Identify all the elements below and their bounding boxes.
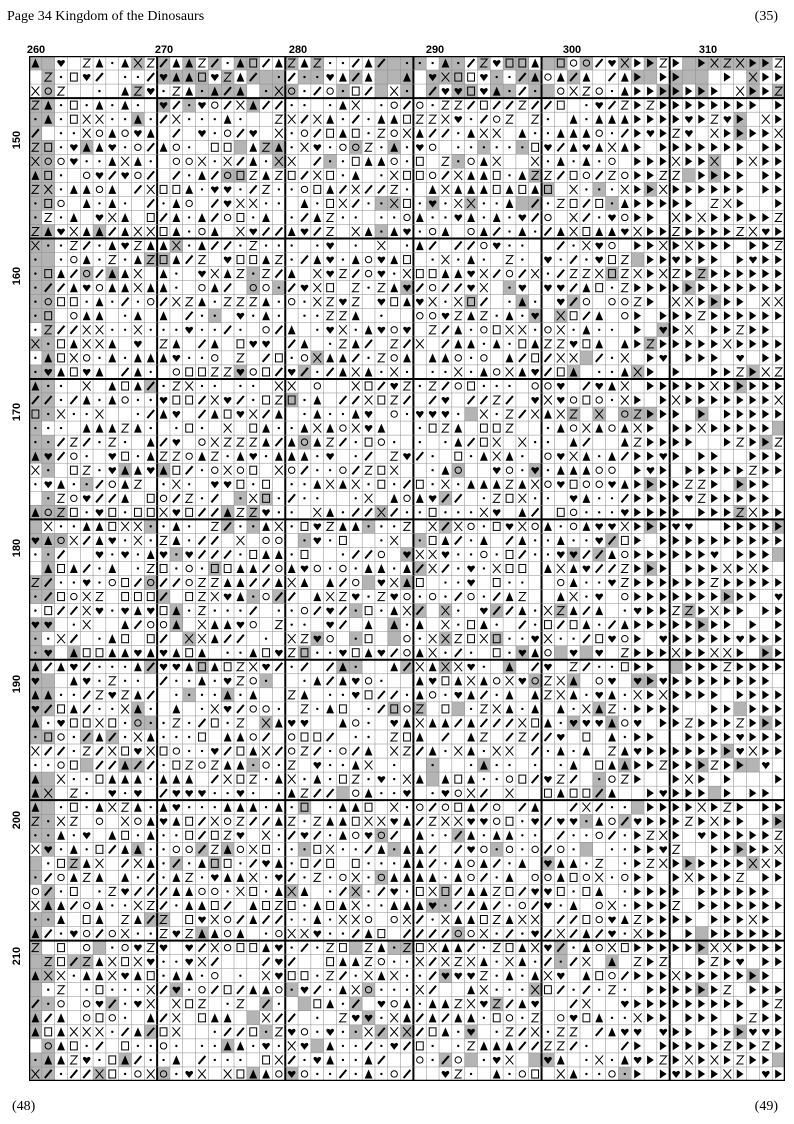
cross-stitch-pattern-grid	[29, 56, 785, 1081]
row-label-160: 160	[11, 266, 23, 286]
column-label-260: 260	[26, 44, 46, 56]
column-label-270: 270	[154, 44, 174, 56]
row-label-190: 190	[11, 674, 23, 694]
column-label-300: 300	[562, 44, 582, 56]
row-label-180: 180	[11, 538, 23, 558]
page-footer-left: (48)	[12, 1099, 36, 1114]
column-label-280: 280	[288, 44, 308, 56]
column-label-290: 290	[425, 44, 445, 56]
column-label-310: 310	[698, 44, 718, 56]
row-label-210: 210	[11, 946, 23, 966]
page-footer-right: (49)	[754, 1099, 778, 1114]
row-label-170: 170	[11, 402, 23, 422]
row-label-200: 200	[11, 810, 23, 830]
row-label-150: 150	[11, 130, 23, 150]
page-header-title: Page 34 Kingdom of the Dinosaurs	[7, 9, 205, 24]
page-header-number: (35)	[754, 9, 778, 24]
